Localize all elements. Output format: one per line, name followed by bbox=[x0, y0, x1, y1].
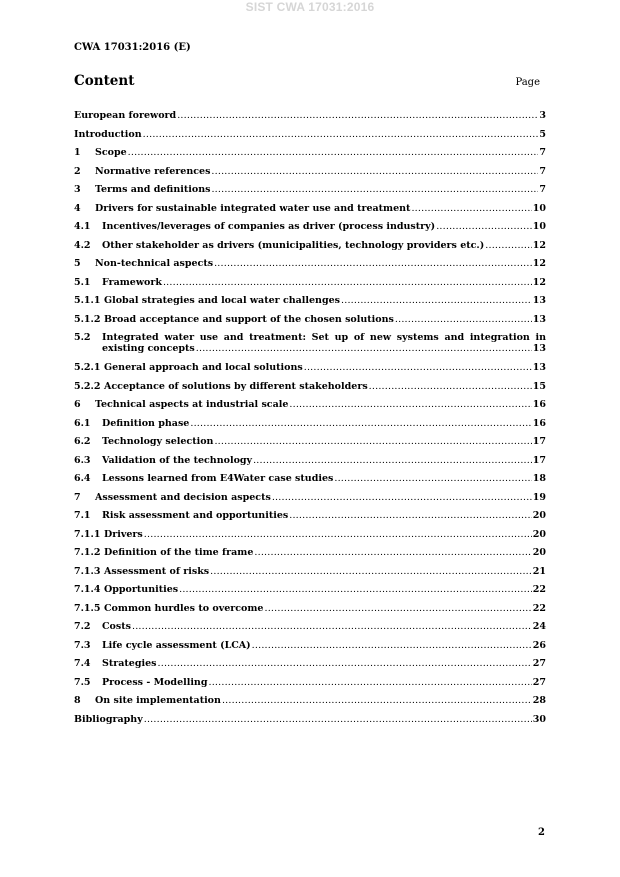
toc-entry-title: Global strategies and local water challenges bbox=[104, 295, 340, 306]
toc-entry-number: 5.1.1 bbox=[74, 295, 101, 306]
toc-entry-number: 8 bbox=[74, 695, 81, 706]
toc-entry[interactable] bbox=[74, 455, 546, 466]
dot-leader bbox=[190, 418, 531, 429]
toc-entry-title: Process - Modelling bbox=[102, 676, 208, 688]
toc-entry[interactable] bbox=[74, 584, 546, 595]
toc-entry-page: 7 bbox=[539, 165, 546, 177]
dot-leader bbox=[163, 277, 532, 288]
toc-entry-title: Broad acceptance and support of the chosen solutions bbox=[104, 313, 394, 325]
toc-entry-number: 7.1.5 bbox=[74, 602, 101, 614]
toc-entry-number: 7.3 bbox=[74, 639, 91, 651]
toc-entry-title: Assessment of risks bbox=[104, 565, 210, 577]
toc-entry[interactable] bbox=[74, 147, 546, 158]
toc-entry-number: 7.2 bbox=[74, 621, 91, 632]
toc-entry-title: Definition of the time frame bbox=[104, 547, 254, 558]
toc-entry-title: Costs bbox=[102, 621, 131, 632]
toc-entry-title: General approach and local solutions bbox=[104, 362, 303, 373]
toc-entry-page: 10 bbox=[532, 221, 546, 232]
toc-entry-page: 27 bbox=[532, 676, 546, 688]
page-column-label: Page bbox=[515, 77, 540, 88]
dot-leader bbox=[128, 147, 539, 158]
toc-entry-page: 7 bbox=[539, 147, 546, 158]
toc-entry-number: 5.2.1 bbox=[74, 362, 101, 373]
toc-entry-number: 7.1.2 bbox=[74, 547, 101, 558]
toc-entry-title-line1: Integrated water use and treatment: Set up of new systems and integration in bbox=[102, 332, 546, 343]
dot-leader bbox=[214, 258, 532, 269]
toc-entry-number: 7.1.4 bbox=[74, 584, 101, 595]
toc-entry[interactable] bbox=[74, 603, 546, 614]
toc-entry-page: 15 bbox=[532, 380, 546, 392]
toc-entry-page: 17 bbox=[532, 454, 546, 466]
toc-entry-title: Introduction bbox=[74, 128, 142, 140]
toc-entry-page: 19 bbox=[532, 491, 546, 503]
document-code: CWA 17031:2016 (E) bbox=[74, 42, 191, 53]
toc-entry-page: 16 bbox=[532, 417, 546, 429]
toc-entry-page: 13 bbox=[532, 362, 546, 373]
toc-entry-page: 20 bbox=[532, 547, 546, 558]
toc-entry-number: 7.1 bbox=[74, 510, 91, 521]
toc-entry-page: 5 bbox=[539, 128, 546, 140]
toc-entry[interactable] bbox=[74, 529, 546, 540]
toc-entry-number: 6 bbox=[74, 399, 81, 410]
dot-leader bbox=[395, 314, 532, 325]
toc-entry[interactable] bbox=[74, 399, 546, 410]
toc-entry-number: 5.1 bbox=[74, 276, 91, 288]
toc-entry-title: Risk assessment and opportunities bbox=[102, 510, 289, 521]
toc-entry-title: Scope bbox=[95, 147, 127, 158]
toc-entry-page: 10 bbox=[532, 202, 546, 214]
toc-entry[interactable] bbox=[74, 695, 546, 706]
toc-entry[interactable] bbox=[74, 277, 546, 288]
dot-leader bbox=[304, 362, 532, 373]
toc-entry-number: 7.4 bbox=[74, 658, 91, 669]
toc-entry-title: Life cycle assessment (LCA) bbox=[102, 639, 251, 651]
toc-entry-title: Non-technical aspects bbox=[95, 258, 214, 269]
toc-entry[interactable] bbox=[74, 640, 546, 651]
toc-entry-number: 5.1.2 bbox=[74, 313, 101, 325]
toc-entry[interactable] bbox=[74, 473, 546, 484]
dot-leader bbox=[411, 203, 531, 214]
dot-leader bbox=[144, 529, 532, 540]
toc-entry[interactable] bbox=[74, 677, 546, 688]
toc-entry-number: 5.2 bbox=[74, 332, 91, 343]
dot-leader bbox=[143, 129, 539, 140]
toc-entry-number: 7.5 bbox=[74, 676, 91, 688]
toc-entry[interactable] bbox=[74, 110, 546, 121]
toc-entry-page: 3 bbox=[539, 110, 546, 121]
toc-entry[interactable] bbox=[74, 418, 546, 429]
dot-leader bbox=[210, 566, 532, 577]
dot-leader bbox=[436, 221, 532, 232]
toc-entry-page: 13 bbox=[532, 295, 546, 306]
toc-entry-title: Strategies bbox=[102, 658, 157, 669]
dot-leader bbox=[222, 695, 532, 706]
toc-entry[interactable] bbox=[74, 240, 546, 251]
toc-entry-title: Incentives/leverages of companies as driver (process industry) bbox=[102, 221, 436, 232]
toc-entry-number: 2 bbox=[74, 165, 81, 177]
toc-entry[interactable] bbox=[74, 714, 546, 725]
toc-entry[interactable] bbox=[74, 381, 546, 392]
toc-entry[interactable] bbox=[74, 184, 546, 195]
toc-entry-title: On site implementation bbox=[95, 695, 221, 706]
toc-entry-page: 17 bbox=[532, 436, 546, 447]
toc-entry-page: 27 bbox=[532, 658, 546, 669]
watermark: SIST CWA 17031:2016 bbox=[245, 0, 375, 14]
dot-leader bbox=[132, 621, 532, 632]
toc-entry[interactable] bbox=[74, 203, 546, 214]
toc-entry-page: 12 bbox=[532, 258, 546, 269]
toc-entry-number: 6.3 bbox=[74, 454, 91, 466]
dot-leader bbox=[158, 658, 532, 669]
dot-leader bbox=[211, 184, 538, 195]
toc-entry-number: 5.2.2 bbox=[74, 380, 101, 392]
toc-entry-title: Bibliography bbox=[74, 713, 143, 725]
toc-entry[interactable] bbox=[74, 492, 546, 503]
toc-entry-page: 16 bbox=[532, 399, 546, 410]
toc-entry-number: 1 bbox=[74, 147, 81, 158]
toc-entry-page: 13 bbox=[532, 343, 546, 354]
toc-entry-number: 3 bbox=[74, 184, 81, 195]
toc-entry-page: 26 bbox=[532, 639, 546, 651]
toc-entry-page: 18 bbox=[532, 473, 546, 484]
dot-leader bbox=[289, 399, 531, 410]
toc-entry-number: 7.1.1 bbox=[74, 528, 101, 540]
dot-leader bbox=[253, 455, 532, 466]
toc-entry[interactable] bbox=[74, 658, 546, 669]
toc-entry[interactable] bbox=[74, 547, 546, 558]
toc-entry-title: Technology selection bbox=[102, 436, 214, 447]
toc-entry-number: 6.1 bbox=[74, 417, 91, 429]
toc-entry-title: Assessment and decision aspects bbox=[95, 491, 271, 503]
toc-entry-title: Definition phase bbox=[102, 417, 190, 429]
dot-leader bbox=[177, 110, 538, 121]
toc-entry[interactable] bbox=[74, 566, 546, 577]
dot-leader bbox=[252, 640, 532, 651]
toc-entry[interactable] bbox=[74, 314, 546, 325]
toc-entry-page: 30 bbox=[532, 713, 546, 725]
toc-entry-number: 5 bbox=[74, 258, 81, 269]
dot-leader bbox=[144, 714, 532, 725]
toc-entry[interactable] bbox=[74, 258, 546, 269]
dot-leader bbox=[334, 473, 531, 484]
dot-leader bbox=[254, 547, 531, 558]
dot-leader bbox=[211, 166, 538, 177]
toc-entry-title: Drivers for sustainable integrated water use and treatment bbox=[95, 202, 411, 214]
toc-entry-page: 28 bbox=[532, 695, 546, 706]
dot-leader bbox=[214, 436, 531, 447]
toc-entry-title: Other stakeholder as drivers (municipalities, technology providers etc.) bbox=[102, 239, 485, 251]
dot-leader bbox=[369, 381, 532, 392]
toc-entry-number: 6.2 bbox=[74, 436, 91, 447]
toc-entry[interactable] bbox=[74, 221, 546, 232]
dot-leader bbox=[341, 295, 532, 306]
toc-entry-page: 24 bbox=[532, 621, 546, 632]
toc-entry-number: 4 bbox=[74, 202, 81, 214]
toc-entry-number: 4.1 bbox=[74, 221, 91, 232]
dot-leader bbox=[208, 677, 531, 688]
toc-entry-title: Validation of the technology bbox=[102, 454, 253, 466]
toc-entry-title-line2: existing concepts bbox=[102, 343, 195, 354]
toc-heading: Content bbox=[74, 73, 135, 89]
toc-entry-page: 12 bbox=[532, 276, 546, 288]
dot-leader bbox=[179, 584, 532, 595]
toc-entry[interactable] bbox=[74, 166, 546, 177]
toc-entry-page: 20 bbox=[532, 528, 546, 540]
table-of-contents bbox=[74, 110, 546, 732]
toc-entry-number: 7 bbox=[74, 491, 81, 503]
dot-leader bbox=[289, 510, 532, 521]
toc-entry-title: Normative references bbox=[95, 165, 211, 177]
toc-entry-page: 22 bbox=[532, 602, 546, 614]
toc-entry[interactable] bbox=[74, 295, 546, 306]
toc-entry-title: Technical aspects at industrial scale bbox=[95, 399, 289, 410]
toc-entry-page: 20 bbox=[532, 510, 546, 521]
toc-entry[interactable] bbox=[74, 332, 546, 354]
toc-entry-title: European foreword bbox=[74, 110, 177, 121]
dot-leader bbox=[485, 240, 532, 251]
toc-entry-number: 4.2 bbox=[74, 239, 91, 251]
dot-leader bbox=[264, 603, 531, 614]
toc-entry-title: Framework bbox=[102, 276, 162, 288]
toc-entry-title: Common hurdles to overcome bbox=[104, 602, 264, 614]
toc-entry-page: 22 bbox=[532, 584, 546, 595]
dot-leader bbox=[272, 492, 532, 503]
toc-entry-title: Acceptance of solutions by different stakeholders bbox=[104, 380, 368, 392]
toc-entry-title: Opportunities bbox=[104, 584, 179, 595]
toc-entry-number: 7.1.3 bbox=[74, 565, 101, 577]
toc-entry[interactable] bbox=[74, 621, 546, 632]
toc-entry-number: 6.4 bbox=[74, 473, 91, 484]
page-number: 2 bbox=[538, 827, 545, 838]
dot-leader bbox=[196, 343, 532, 354]
toc-entry-page: 12 bbox=[532, 239, 546, 251]
toc-entry-page: 7 bbox=[539, 184, 546, 195]
toc-entry-title: Lessons learned from E4Water case studies bbox=[102, 473, 334, 484]
toc-entry[interactable] bbox=[74, 510, 546, 521]
toc-entry-title: Terms and definitions bbox=[95, 184, 211, 195]
toc-entry[interactable] bbox=[74, 436, 546, 447]
toc-entry[interactable] bbox=[74, 362, 546, 373]
toc-entry-page: 21 bbox=[532, 565, 546, 577]
toc-entry-page: 13 bbox=[532, 313, 546, 325]
toc-entry[interactable] bbox=[74, 129, 546, 140]
toc-entry-title: Drivers bbox=[104, 528, 143, 540]
